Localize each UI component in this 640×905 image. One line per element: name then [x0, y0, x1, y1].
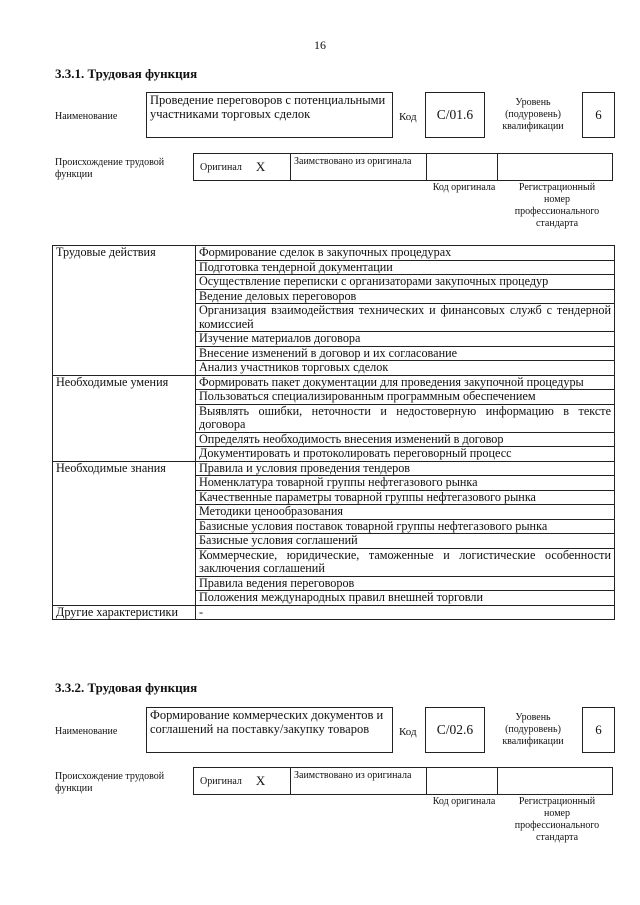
function-1-name: Проведение переговоров с потенциальными участниками торговых сделок: [146, 92, 393, 138]
required-skills-item: Формировать пакет документации для проведения закупочной процедуры: [196, 375, 615, 390]
function-1-level-label: Уровень (подуровень) квалификации: [502, 97, 564, 132]
function-2-original-cell: [193, 767, 291, 795]
function-2-heading: 3.3.2. Трудовая функция: [55, 680, 198, 695]
required-knowledge-item: Правила и условия проведения тендеров: [196, 461, 615, 476]
labor-actions-item: Подготовка тендерной документации: [196, 260, 615, 275]
function-1-reg-number-cell: [497, 153, 613, 181]
labor-actions-item: Ведение деловых переговоров: [196, 289, 615, 304]
required-skills-item: Документировать и протоколировать переговорный процесс: [196, 447, 615, 462]
function-2-orig-code-cell: [426, 767, 498, 795]
required-knowledge-item: Положения международных правил внешней торговли: [196, 591, 615, 606]
function-1-origin-label: Происхождение трудовой функции: [55, 157, 165, 180]
function-2-code-label: Код: [399, 726, 417, 738]
function-1-code: C/01.6: [425, 92, 485, 138]
function-2-level-label: Уровень (подуровень) квалификации: [502, 712, 564, 747]
function-1-origin-row: [193, 153, 613, 181]
required-knowledge-label: Необходимые знания: [53, 461, 196, 605]
function-2-borrowed-cell: Заимствовано из оригинала: [290, 767, 427, 795]
function-1-heading: 3.3.1. Трудовая функция: [55, 66, 198, 81]
function-2-orig-code-caption: Код оригинала: [432, 796, 496, 807]
labor-actions-item: Внесение изменений в договор и их согласование: [196, 346, 615, 361]
function-1-level: 6: [582, 92, 615, 138]
labor-actions-label: Трудовые действия: [53, 246, 196, 376]
required-skills-label: Необходимые умения: [53, 375, 196, 461]
function-2-origin-label: Происхождение трудовой функции: [55, 771, 165, 794]
function-2-reg-number-cell: [497, 767, 613, 795]
function-1-original-cell: [193, 153, 291, 181]
required-knowledge-item: Качественные параметры товарной группы нефтегазового рынка: [196, 490, 615, 505]
required-knowledge-item: Коммерческие, юридические, таможенные и логистические особенности заключения соглашений: [196, 548, 615, 576]
function-1-name-label: Наименование: [55, 111, 118, 122]
page-number: 16: [314, 38, 326, 52]
labor-actions-item: Изучение материалов договора: [196, 332, 615, 347]
function-2-original-mark: X: [255, 773, 266, 788]
table-row: [53, 605, 615, 620]
required-knowledge-item: Базисные условия соглашений: [196, 534, 615, 549]
function-2-level: 6: [582, 707, 615, 753]
labor-function-table: [52, 245, 615, 620]
function-1-original-label: Оригинал: [200, 161, 242, 173]
function-1-borrowed-cell: Заимствовано из оригинала: [290, 153, 427, 181]
required-knowledge-item: Базисные условия поставок товарной группы нефтегазового рынка: [196, 519, 615, 534]
labor-actions-item: Организация взаимодействия технических и финансовых служб с тендерной комиссией: [196, 304, 615, 332]
function-2-code: C/02.6: [425, 707, 485, 753]
required-knowledge-item: Номенклатура товарной группы нефтегазового рынка: [196, 476, 615, 491]
function-1-orig-code-cell: [426, 153, 498, 181]
other-characteristics-value: -: [196, 605, 615, 620]
table-row: [53, 461, 615, 476]
other-characteristics-label: Другие характеристики: [53, 605, 196, 620]
function-1-reg-num-caption: Регистрационный номер профессионального стандарта: [514, 182, 600, 229]
required-skills-item: Выявлять ошибки, неточности и недостоверную информацию в тексте договора: [196, 404, 615, 432]
labor-actions-item: Осуществление переписки с организаторами закупочных процедур: [196, 275, 615, 290]
table-row: [53, 246, 615, 261]
required-knowledge-item: Методики ценообразования: [196, 505, 615, 520]
required-skills-item: Определять необходимость внесения изменений в договор: [196, 432, 615, 447]
function-2-name-label: Наименование: [55, 726, 118, 737]
function-2-original-label: Оригинал: [200, 775, 242, 787]
table-row: [53, 375, 615, 390]
function-2-reg-num-caption: Регистрационный номер профессионального стандарта: [514, 796, 600, 843]
function-1-original-mark: X: [255, 159, 266, 174]
function-1-orig-code-caption: Код оригинала: [432, 182, 496, 193]
required-knowledge-item: Правила ведения переговоров: [196, 576, 615, 591]
function-1-code-label: Код: [399, 111, 417, 123]
function-2-origin-row: [193, 767, 613, 795]
required-skills-item: Пользоваться специализированным программным обеспечением: [196, 390, 615, 405]
labor-actions-item: Анализ участников торговых сделок: [196, 361, 615, 376]
function-2-name: Формирование коммерческих документов и соглашений на поставку/закупку товаров: [146, 707, 393, 753]
labor-actions-item: Формирование сделок в закупочных процедурах: [196, 246, 615, 261]
